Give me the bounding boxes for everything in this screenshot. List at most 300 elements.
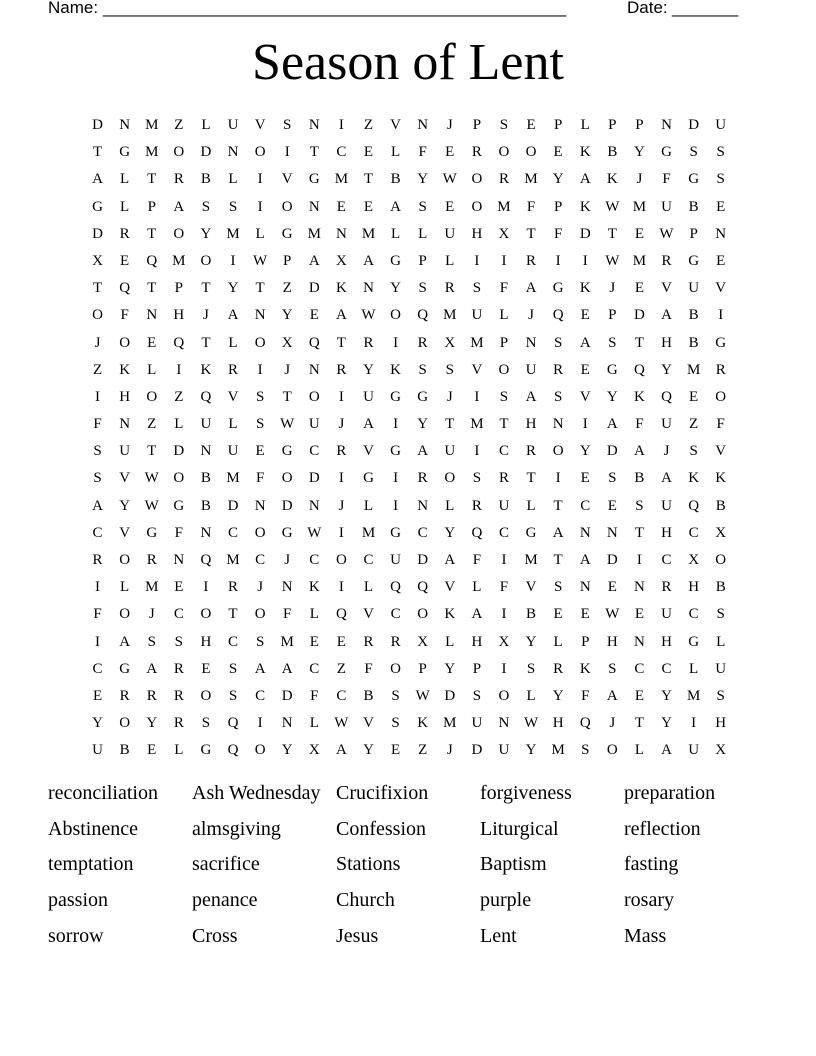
grid-letter: S: [445, 361, 454, 378]
grid-letter: E: [390, 742, 401, 759]
word-bank-item: reflection: [624, 817, 701, 840]
grid-letter: O: [254, 524, 266, 541]
grid-letter: D: [606, 552, 618, 568]
grid-letter: G: [200, 742, 212, 759]
grid-letter: B: [715, 497, 726, 514]
grid-letter: Q: [390, 579, 401, 596]
grid-letter: D: [308, 280, 320, 297]
grid-letter: S: [283, 117, 292, 133]
grid-letter: E: [147, 334, 157, 351]
grid-letter: E: [553, 606, 563, 623]
grid-letter: D: [417, 552, 429, 568]
grid-letter: R: [363, 334, 374, 351]
grid-letter: F: [716, 416, 725, 433]
grid-letter: P: [689, 225, 698, 242]
grid-letter: F: [635, 416, 644, 433]
grid-letter: S: [201, 715, 211, 732]
grid-letter: I: [338, 388, 344, 405]
grid-letter: K: [579, 660, 591, 677]
grid-letter: I: [284, 144, 290, 161]
grid-letter: Z: [336, 660, 346, 677]
grid-row: [84, 737, 734, 764]
grid-letter: L: [363, 497, 374, 514]
grid-letter: W: [144, 470, 159, 487]
date-label: Date:: [627, 0, 668, 17]
grid-letter: K: [579, 144, 591, 161]
grid-letter: J: [257, 579, 264, 596]
grid-letter: S: [553, 334, 563, 351]
grid-letter: V: [444, 579, 456, 596]
grid-letter: I: [718, 307, 724, 324]
grid-letter: Y: [417, 171, 429, 188]
grid-letter: Q: [661, 388, 672, 405]
grid-letter: D: [688, 117, 700, 133]
grid-letter: F: [581, 687, 590, 704]
grid-letter: L: [147, 361, 157, 378]
grid-letter: N: [552, 416, 564, 433]
grid-letter: J: [609, 715, 616, 732]
word-bank-item: Crucifixion: [336, 782, 429, 804]
grid-letter: H: [715, 715, 727, 732]
grid-letter: S: [255, 416, 265, 433]
grid-letter: S: [255, 388, 265, 405]
grid-letter: V: [281, 171, 293, 188]
grid-letter: H: [119, 388, 131, 405]
grid-letter: A: [661, 742, 672, 759]
grid-letter: R: [498, 171, 509, 188]
grid-letter: A: [471, 606, 483, 623]
grid-letter: R: [173, 715, 184, 732]
grid-letter: N: [200, 443, 212, 460]
grid-letter: F: [174, 524, 183, 541]
name-field-line: _________________________________________________: [103, 0, 567, 17]
grid-letter: D: [173, 443, 185, 460]
grid-letter: W: [144, 497, 159, 514]
grid-letter: Q: [308, 334, 320, 351]
grid-letter: L: [689, 660, 699, 677]
grid-letter: O: [444, 470, 456, 487]
grid-letter: F: [310, 687, 319, 704]
grid-letter: T: [607, 225, 617, 242]
grid-letter: C: [309, 443, 320, 460]
grid-letter: R: [417, 470, 428, 487]
grid-letter: E: [526, 117, 536, 133]
grid-letter: O: [471, 171, 483, 188]
grid-letter: C: [255, 552, 266, 568]
grid-letter: C: [580, 497, 591, 514]
grid-letter: S: [608, 660, 617, 677]
grid-letter: C: [228, 524, 239, 541]
grid-letter: O: [254, 144, 266, 161]
grid-letter: A: [92, 497, 103, 514]
grid-row: [84, 302, 734, 329]
grid-letter: S: [418, 361, 427, 378]
grid-letter: I: [555, 252, 561, 269]
grid-row: [84, 547, 734, 574]
grid-letter: T: [553, 552, 563, 568]
grid-letter: R: [471, 144, 482, 161]
grid-letter: Q: [634, 361, 645, 378]
grid-row: [84, 411, 734, 438]
grid-letter: O: [146, 388, 158, 405]
grid-letter: I: [176, 361, 182, 378]
worksheet-header: [48, 0, 748, 20]
word-bank-item: Ash Wednesday: [192, 782, 321, 804]
grid-letter: M: [632, 252, 647, 269]
grid-letter: E: [174, 579, 184, 596]
grid-letter: U: [119, 443, 131, 460]
grid-letter: B: [119, 742, 130, 759]
grid-letter: Y: [661, 715, 672, 732]
grid-letter: N: [173, 552, 185, 568]
grid-letter: S: [255, 633, 265, 650]
grid-row: [84, 710, 734, 737]
grid-letter: H: [552, 715, 564, 732]
grid-letter: E: [580, 470, 590, 487]
grid-row: [84, 221, 734, 248]
grid-letter: T: [363, 171, 374, 188]
grid-letter: S: [635, 497, 644, 514]
grid-letter: S: [418, 280, 427, 297]
grid-letter: Q: [471, 524, 483, 541]
grid-letter: U: [715, 117, 727, 133]
word-bank-item: passion: [48, 889, 108, 912]
grid-letter: S: [499, 117, 509, 133]
grid-letter: A: [525, 280, 537, 297]
grid-letter: W: [253, 252, 268, 269]
grid-letter: M: [443, 307, 457, 324]
grid-letter: F: [120, 307, 129, 324]
grid-letter: K: [579, 198, 591, 215]
grid-letter: R: [715, 361, 726, 378]
grid-letter: C: [661, 660, 672, 677]
grid-letter: E: [634, 280, 644, 297]
grid-letter: F: [418, 144, 427, 161]
grid-row: [84, 656, 734, 683]
grid-letter: L: [363, 579, 374, 596]
grid-letter: A: [579, 334, 591, 351]
grid-letter: O: [390, 307, 401, 324]
grid-letter: I: [338, 524, 344, 541]
grid-letter: N: [308, 117, 320, 133]
grid-letter: K: [335, 280, 347, 297]
grid-letter: I: [582, 416, 588, 433]
grid-letter: L: [390, 144, 401, 161]
grid-letter: T: [201, 334, 211, 351]
grid-letter: A: [390, 198, 401, 215]
grid-letter: L: [445, 252, 455, 269]
grid-letter: T: [147, 280, 157, 297]
grid-letter: I: [257, 715, 263, 732]
grid-letter: R: [390, 633, 401, 650]
grid-letter: Q: [417, 579, 429, 596]
grid-letter: P: [472, 117, 482, 133]
grid-letter: U: [661, 416, 672, 433]
grid-letter: N: [119, 117, 131, 133]
grid-letter: Y: [200, 225, 212, 242]
grid-letter: Y: [579, 443, 591, 460]
grid-row: [84, 194, 734, 221]
grid-letter: K: [444, 606, 456, 623]
grid-letter: C: [417, 524, 428, 541]
grid-letter: O: [390, 660, 401, 677]
grid-letter: T: [201, 280, 211, 297]
grid-letter: L: [309, 715, 319, 732]
grid-letter: E: [445, 198, 455, 215]
grid-row: [84, 357, 734, 384]
grid-letter: Y: [281, 307, 293, 324]
grid-letter: A: [606, 687, 618, 704]
grid-letter: V: [579, 388, 591, 405]
grid-letter: Z: [92, 361, 103, 378]
grid-letter: A: [579, 171, 591, 188]
grid-letter: J: [663, 443, 670, 460]
grid-letter: S: [228, 687, 238, 704]
grid-letter: V: [363, 606, 374, 623]
grid-letter: N: [254, 307, 266, 324]
grid-letter: P: [472, 660, 482, 677]
grid-letter: T: [309, 144, 319, 161]
grid-letter: S: [93, 443, 102, 460]
grid-letter: Y: [525, 742, 537, 759]
grid-letter: E: [201, 660, 211, 677]
grid-letter: I: [338, 470, 344, 487]
grid-letter: N: [335, 225, 347, 242]
grid-letter: A: [254, 660, 266, 677]
grid-letter: B: [715, 579, 726, 596]
grid-letter: A: [525, 388, 537, 405]
grid-letter: R: [336, 361, 347, 378]
grid-letter: H: [661, 633, 672, 650]
grid-letter: O: [525, 144, 537, 161]
grid-letter: M: [145, 579, 159, 596]
grid-letter: K: [200, 361, 212, 378]
grid-letter: M: [686, 687, 701, 704]
grid-letter: B: [390, 171, 401, 188]
grid-letter: T: [147, 225, 157, 242]
grid-letter: P: [499, 334, 509, 351]
grid-letter: A: [661, 470, 672, 487]
grid-letter: C: [255, 687, 266, 704]
grid-letter: D: [227, 497, 239, 514]
grid-letter: D: [471, 742, 483, 759]
grid-letter: H: [471, 225, 483, 242]
grid-letter: P: [608, 117, 617, 133]
grid-letter: A: [335, 742, 347, 759]
grid-letter: W: [442, 171, 457, 188]
grid-letter: G: [119, 144, 131, 161]
grid-letter: D: [634, 307, 645, 324]
word-bank-item: Jesus: [336, 924, 379, 947]
grid-letter: P: [418, 660, 427, 677]
grid-letter: I: [582, 252, 588, 269]
word-bank-item: sorrow: [48, 924, 104, 947]
grid-letter: I: [393, 416, 399, 433]
grid-letter: S: [391, 715, 400, 732]
grid-letter: Y: [417, 416, 429, 433]
grid-letter: F: [553, 225, 563, 242]
grid-letter: R: [119, 225, 130, 242]
grid-letter: U: [227, 443, 239, 460]
grid-letter: L: [418, 225, 428, 242]
grid-letter: R: [146, 687, 157, 704]
word-bank: [48, 778, 768, 956]
grid-letter: R: [526, 252, 537, 269]
grid-letter: M: [632, 198, 647, 215]
grid-letter: P: [608, 307, 617, 324]
grid-letter: Y: [661, 361, 672, 378]
grid-letter: J: [148, 606, 155, 623]
word-bank-item: temptation: [48, 853, 134, 876]
grid-letter: J: [446, 742, 453, 759]
grid-letter: Y: [390, 280, 401, 297]
grid-letter: N: [200, 524, 212, 541]
grid-letter: K: [390, 361, 401, 378]
grid-letter: K: [417, 715, 429, 732]
grid-letter: R: [661, 579, 672, 596]
grid-letter: C: [498, 443, 509, 460]
grid-letter: U: [444, 443, 456, 460]
grid-letter: N: [308, 361, 320, 378]
grid-letter: L: [120, 579, 130, 596]
grid-letter: I: [338, 579, 344, 596]
grid-letter: O: [119, 334, 131, 351]
grid-letter: I: [501, 252, 507, 269]
grid-letter: S: [472, 470, 482, 487]
grid-letter: S: [228, 660, 238, 677]
grid-letter: G: [281, 225, 293, 242]
grid-letter: R: [146, 552, 157, 568]
grid-row: [84, 493, 734, 520]
grid-letter: X: [498, 633, 510, 650]
grid-letter: A: [92, 171, 103, 188]
grid-letter: F: [255, 470, 265, 487]
grid-letter: A: [444, 552, 456, 568]
grid-letter: U: [525, 361, 537, 378]
grid-letter: E: [309, 307, 319, 324]
grid-letter: U: [471, 307, 483, 324]
grid-letter: U: [227, 117, 239, 133]
grid-letter: A: [363, 416, 374, 433]
grid-letter: N: [281, 579, 293, 596]
grid-letter: W: [334, 715, 349, 732]
grid-letter: O: [281, 470, 293, 487]
grid-letter: O: [498, 144, 510, 161]
grid-letter: R: [553, 660, 564, 677]
grid-letter: N: [579, 579, 591, 596]
grid-letter: R: [444, 280, 455, 297]
grid-letter: Y: [525, 633, 537, 650]
grid-letter: R: [526, 443, 537, 460]
grid-letter: U: [688, 280, 700, 297]
grid-letter: P: [418, 252, 427, 269]
grid-letter: K: [688, 470, 700, 487]
grid-letter: R: [417, 334, 428, 351]
grid-letter: A: [119, 633, 131, 650]
grid-letter: I: [393, 497, 399, 514]
grid-letter: S: [228, 198, 238, 215]
grid-letter: C: [228, 633, 239, 650]
grid-letter: U: [444, 225, 456, 242]
grid-letter: G: [552, 280, 564, 297]
grid-letter: L: [445, 633, 455, 650]
grid-letter: A: [661, 307, 672, 324]
grid-letter: O: [254, 334, 266, 351]
grid-letter: A: [173, 198, 185, 215]
grid-letter: A: [308, 252, 320, 269]
grid-letter: U: [200, 416, 212, 433]
grid-letter: C: [688, 524, 699, 541]
grid-letter: U: [390, 552, 401, 568]
grid-letter: A: [227, 307, 239, 324]
grid-letter: A: [606, 416, 618, 433]
grid-letter: F: [662, 171, 671, 188]
grid-letter: Q: [200, 388, 212, 405]
grid-letter: O: [606, 742, 618, 759]
grid-letter: W: [523, 715, 539, 732]
grid-letter: Y: [634, 144, 645, 161]
grid-letter: M: [307, 225, 321, 242]
grid-letter: L: [228, 416, 238, 433]
grid-letter: O: [715, 552, 727, 568]
grid-letter: M: [470, 334, 484, 351]
grid-letter: Q: [417, 307, 429, 324]
word-bank-item: penance: [192, 889, 258, 912]
grid-letter: W: [307, 524, 322, 541]
grid-letter: Y: [363, 742, 374, 759]
grid-letter: B: [688, 198, 699, 215]
word-bank-item: reconciliation: [48, 782, 158, 804]
grid-letter: R: [471, 497, 482, 514]
grid-letter: O: [173, 225, 185, 242]
grid-letter: S: [174, 633, 183, 650]
grid-letter: L: [120, 198, 130, 215]
grid-letter: S: [526, 660, 536, 677]
grid-letter: J: [446, 117, 453, 133]
grid-letter: L: [472, 579, 482, 596]
grid-letter: V: [471, 361, 483, 378]
grid-letter: G: [390, 388, 401, 405]
grid-letter: J: [94, 334, 101, 351]
grid-letter: N: [146, 307, 158, 324]
grid-letter: H: [606, 633, 618, 650]
grid-letter: E: [92, 687, 103, 704]
grid-letter: H: [661, 524, 672, 541]
grid-letter: P: [147, 198, 156, 215]
grid-letter: S: [147, 633, 156, 650]
grid-letter: M: [524, 552, 538, 568]
grid-letter: A: [363, 252, 374, 269]
grid-letter: L: [526, 497, 536, 514]
grid-letter: N: [525, 334, 537, 351]
grid-letter: S: [716, 144, 725, 161]
grid-letter: Q: [119, 280, 131, 297]
grid-letter: I: [501, 552, 507, 568]
grid-letter: I: [474, 252, 480, 269]
grid-letter: G: [715, 334, 727, 351]
word-bank-item: Lent: [480, 924, 517, 947]
grid-letter: Z: [282, 280, 292, 297]
grid-letter: Z: [147, 416, 157, 433]
grid-letter: R: [173, 660, 184, 677]
grid-letter: S: [553, 388, 563, 405]
grid-letter: Q: [146, 252, 158, 269]
grid-letter: Q: [227, 715, 239, 732]
grid-letter: S: [93, 470, 102, 487]
grid-letter: C: [336, 144, 347, 161]
grid-letter: G: [688, 633, 700, 650]
grid-letter: N: [498, 715, 510, 732]
